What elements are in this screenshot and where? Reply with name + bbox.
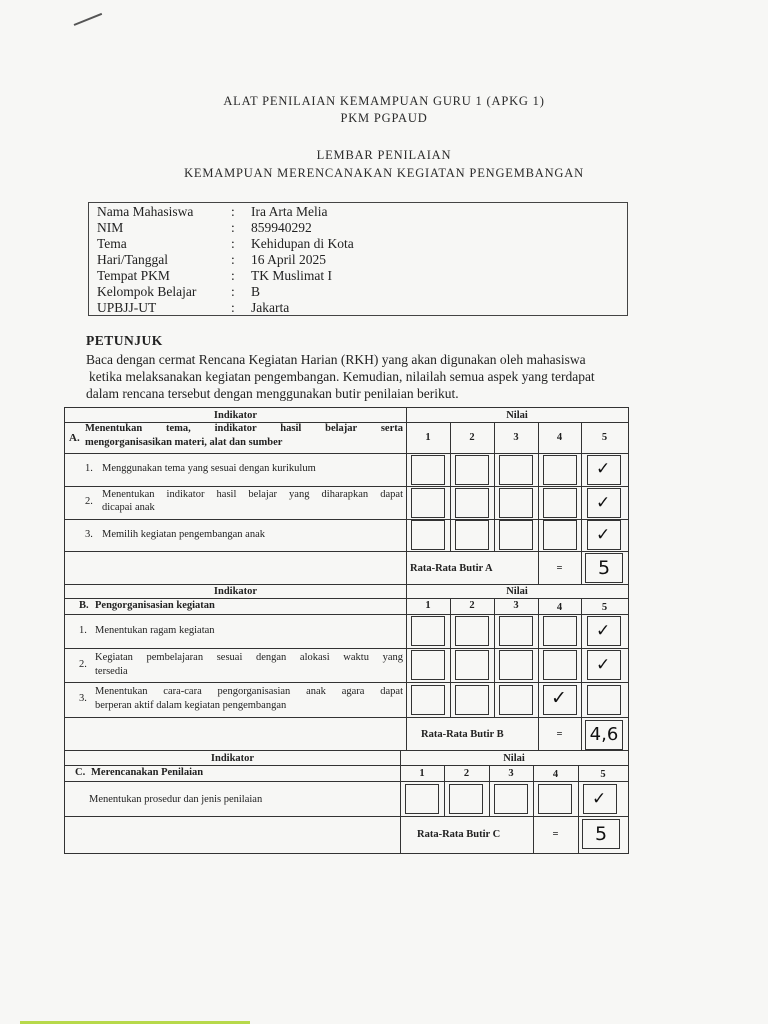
instructions-line: Baca dengan cermat Rencana Kegiatan Harian (RKH) yang akan digunakan oleh mahasiswa: [86, 352, 586, 367]
score-box[interactable]: [455, 616, 489, 646]
info-colon: :: [231, 300, 235, 315]
average-label-b: Rata-Rata Butir B: [421, 729, 504, 740]
item-text: 1.: [85, 463, 93, 474]
item-text: berperan aktif dalam kegiatan pengembangan: [95, 700, 287, 711]
score-box[interactable]: [538, 784, 572, 814]
section-c-letter: C.: [75, 767, 86, 778]
checkmark: ✓: [596, 525, 611, 545]
score-box[interactable]: [499, 455, 533, 485]
item-text: dicapai anak: [102, 502, 155, 513]
scale-label: 1: [425, 432, 431, 443]
score-box[interactable]: [499, 650, 533, 680]
item-text: tersedia: [95, 666, 128, 677]
score-box[interactable]: [411, 685, 445, 715]
score-box[interactable]: [411, 520, 445, 550]
checkmark: ✓: [596, 621, 611, 641]
info-row-hari-tanggal: [97, 252, 326, 268]
score-box[interactable]: [499, 685, 533, 715]
item-text: 3.: [85, 529, 93, 540]
checkmark: ✓: [551, 687, 567, 709]
info-row-tempat-pkm: [97, 268, 332, 284]
student-info-box: [88, 202, 628, 316]
scale-label: 2: [469, 600, 475, 611]
score-box[interactable]: [543, 650, 577, 680]
score-box[interactable]: [455, 685, 489, 715]
average-value-a: 5: [585, 553, 623, 583]
scale-label: 4: [552, 769, 559, 780]
info-label: Kelompok Belajar: [97, 284, 197, 299]
score-box[interactable]: [411, 455, 445, 485]
info-value: TK Muslimat I: [251, 268, 332, 283]
score-box[interactable]: [494, 784, 528, 814]
section-b-title: Pengorganisasian kegiatan: [95, 600, 215, 611]
average-label-a: Rata-Rata Butir A: [410, 563, 493, 574]
score-box[interactable]: [455, 488, 489, 518]
scale-label: 1: [425, 600, 431, 611]
info-value: B: [251, 284, 261, 299]
info-colon: :: [231, 284, 235, 299]
info-value: 16 April 2025: [251, 252, 327, 267]
score-box[interactable]: [543, 455, 577, 485]
info-row-tema: [97, 236, 354, 252]
scale-label: 2: [469, 432, 475, 443]
score-box[interactable]: [543, 520, 577, 550]
item-text: Menentukan prosedur dan jenis penilaian: [89, 794, 263, 805]
section-a-title-line2: mengorganisasikan materi, alat dan sumber: [85, 437, 283, 448]
scale-label: 5: [601, 432, 608, 443]
info-label: Hari/Tanggal: [97, 252, 169, 267]
score-box[interactable]: [411, 650, 445, 680]
info-label: Tema: [97, 236, 127, 251]
info-colon: :: [231, 204, 235, 219]
document-title-line3: LEMBAR PENILAIAN: [316, 148, 452, 162]
section-c-indikator-header: Indikator: [210, 753, 255, 764]
item-text: Menentukan ragam kegiatan: [95, 625, 215, 636]
pen-mark: [74, 13, 103, 26]
item-text: Menggunakan tema yang sesuai dengan kurikulum: [102, 463, 316, 474]
instructions-heading: PETUNJUK: [86, 333, 163, 348]
score-box[interactable]: [499, 520, 533, 550]
assessment-table: [64, 407, 629, 854]
info-value: 859940292: [251, 220, 312, 235]
equals-sign: =: [556, 563, 563, 574]
info-label: UPBJJ-UT: [97, 300, 157, 315]
info-row-nim: [97, 220, 312, 236]
info-label: NIM: [97, 220, 124, 235]
info-value: Ira Arta Melia: [251, 204, 328, 219]
document-title-line1: ALAT PENILAIAN KEMAMPUAN GURU 1 (APKG 1): [223, 94, 545, 108]
info-label: Nama Mahasiswa: [97, 204, 194, 219]
item-text: 3.: [79, 693, 87, 704]
section-b-nilai-header: Nilai: [506, 586, 528, 597]
instructions-text: [86, 351, 656, 402]
item-text: Menentukan indikator hasil belajar yang diharapkan dapat: [102, 489, 403, 500]
info-colon: :: [231, 252, 235, 267]
checkmark: ✓: [596, 459, 611, 479]
info-value: Kehidupan di Kota: [251, 236, 354, 251]
info-row-upbjj: [97, 300, 289, 316]
equals-sign: =: [552, 829, 559, 840]
scale-label: 4: [556, 432, 563, 443]
section-b-letter: B.: [79, 600, 89, 611]
item-text: Menentukan cara-cara pengorganisasian anak agara dapat: [95, 686, 403, 697]
score-box[interactable]: [411, 616, 445, 646]
scale-label: 5: [601, 602, 608, 613]
scale-label: 1: [419, 768, 425, 779]
scale-label: 3: [508, 768, 514, 779]
checkmark: ✓: [592, 789, 607, 809]
section-c-nilai-header: Nilai: [503, 753, 525, 764]
document-title-line4: KEMAMPUAN MERENCANAKAN KEGIATAN PENGEMBANGAN: [184, 166, 584, 180]
section-a-nilai-header: Nilai: [506, 410, 528, 421]
section-a-indikator-header: Indikator: [213, 410, 258, 421]
section-a-letter: A.: [69, 432, 80, 444]
info-row-kelompok-belajar: [97, 284, 260, 300]
item-text: 2.: [85, 496, 93, 507]
checkmark: ✓: [596, 655, 611, 675]
section-c-title: Merencanakan Penilaian: [91, 767, 204, 778]
score-box[interactable]: [499, 488, 533, 518]
average-label-c: Rata-Rata Butir C: [417, 829, 501, 840]
score-box[interactable]: [587, 685, 621, 715]
score-box[interactable]: [455, 650, 489, 680]
scale-label: 4: [556, 602, 563, 613]
item-text: 1.: [79, 625, 87, 636]
instructions-line: dalam rencana tersebut dengan menggunakan butir penilaian berikut.: [86, 386, 459, 401]
info-row-nama: [97, 204, 327, 220]
section-b-indikator-header: Indikator: [213, 586, 258, 597]
score-box[interactable]: [543, 488, 577, 518]
scale-label: 3: [513, 432, 519, 443]
score-box[interactable]: [455, 455, 489, 485]
checkmark: ✓: [596, 493, 611, 513]
info-colon: :: [231, 268, 235, 283]
item-text: Memilih kegiatan pengembangan anak: [102, 529, 265, 540]
item-text: Kegiatan pembelajaran sesuai dengan alokasi waktu yang: [95, 652, 403, 663]
document-title-line2: PKM PGPAUD: [340, 111, 428, 125]
score-box[interactable]: [449, 784, 483, 814]
equals-sign: =: [556, 729, 563, 740]
item-text: 2.: [79, 659, 87, 670]
instructions-line: ketika melaksanakan kegiatan pengembangan. Kemudian, nilailah semua aspek yang terdapat: [89, 369, 595, 384]
info-colon: :: [231, 236, 235, 251]
score-box[interactable]: [455, 520, 489, 550]
average-value-b: 4,6: [585, 720, 623, 750]
score-box[interactable]: [411, 488, 445, 518]
info-colon: :: [231, 220, 235, 235]
section-a-title-line1: Menentukan tema, indikator hasil belajar serta: [85, 423, 403, 434]
info-value: Jakarta: [251, 300, 290, 315]
scale-label: 2: [463, 768, 470, 779]
score-box[interactable]: [543, 616, 577, 646]
scale-label: 5: [600, 769, 606, 780]
scale-label: 3: [513, 600, 519, 611]
info-label: Tempat PKM: [97, 268, 170, 283]
score-box[interactable]: [405, 784, 439, 814]
score-box[interactable]: [499, 616, 533, 646]
average-value-c: 5: [582, 819, 620, 849]
